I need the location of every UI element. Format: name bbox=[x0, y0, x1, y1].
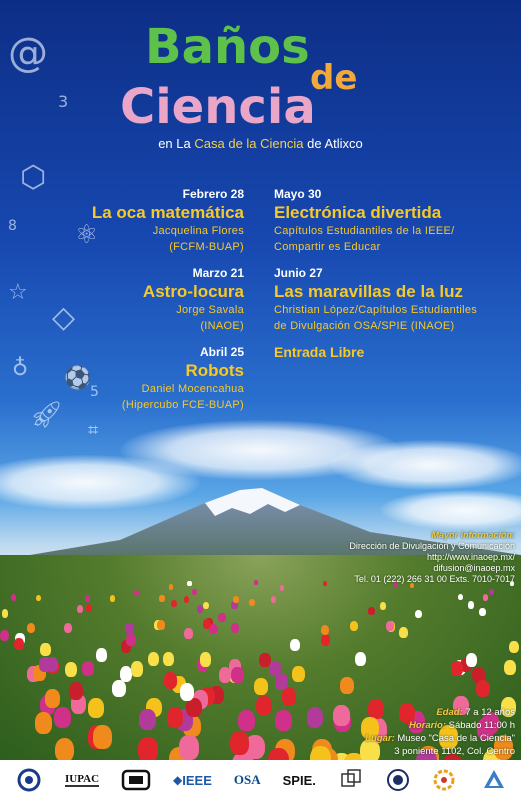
info-website-link[interactable]: http://www.inaoep.mx/ bbox=[426, 552, 515, 562]
tulip bbox=[200, 652, 211, 666]
tulip bbox=[77, 605, 84, 613]
event-date: Junio 27 bbox=[274, 266, 323, 280]
tulip bbox=[54, 707, 71, 728]
event-affiliation: Compartir es Educar bbox=[274, 241, 381, 253]
event bbox=[274, 265, 514, 334]
tulip bbox=[197, 605, 203, 613]
tulip bbox=[282, 687, 297, 706]
event-affiliation: (INAOE) bbox=[200, 320, 244, 332]
polyhedron-icon: ⬡ bbox=[20, 160, 47, 195]
tulip bbox=[269, 661, 281, 676]
event-title: La oca matemática bbox=[91, 203, 244, 222]
tulip bbox=[466, 653, 477, 667]
circuit-icon: ⌗ bbox=[88, 420, 99, 441]
tulip bbox=[321, 625, 329, 636]
tulip bbox=[355, 652, 366, 666]
age-value: 7 a 12 años bbox=[465, 707, 515, 718]
event-speaker: Jorge Savala bbox=[176, 304, 244, 316]
tulip bbox=[187, 581, 191, 586]
spie-logo-text: SPIE. bbox=[282, 772, 316, 788]
tulip bbox=[110, 595, 116, 602]
tulip bbox=[380, 602, 386, 610]
osa-logo bbox=[234, 767, 261, 793]
event-speaker: Jacquelina Flores bbox=[152, 225, 244, 237]
tulip bbox=[112, 680, 126, 698]
tulip bbox=[167, 707, 184, 728]
tulip bbox=[468, 601, 474, 609]
osa-logo-text: OSA bbox=[233, 772, 261, 787]
tulip bbox=[321, 634, 330, 646]
tulip bbox=[126, 634, 135, 646]
tulip bbox=[231, 667, 244, 683]
tulip bbox=[290, 639, 300, 651]
tulip bbox=[125, 623, 133, 633]
age-row bbox=[255, 706, 515, 719]
planet-icon: ♁ bbox=[12, 356, 29, 381]
tulip bbox=[139, 709, 156, 730]
event-title: Electrónica divertida bbox=[274, 203, 442, 222]
schedule-right-column bbox=[274, 186, 514, 360]
tulip bbox=[35, 712, 52, 734]
spie-logo bbox=[283, 767, 316, 793]
tulip bbox=[64, 623, 72, 633]
tulip bbox=[254, 678, 268, 695]
event-date: Mayo 30 bbox=[274, 187, 322, 201]
event-details bbox=[255, 706, 515, 758]
place-value: Museo "Casa de la Ciencia" bbox=[397, 733, 515, 744]
subtitle-highlight: Casa de la Ciencia bbox=[194, 136, 304, 151]
tulip bbox=[134, 590, 139, 596]
tulip bbox=[368, 607, 375, 615]
event bbox=[34, 186, 244, 255]
circuit-logo bbox=[121, 767, 151, 793]
tulip bbox=[415, 610, 422, 619]
place-label: Lugar: bbox=[365, 733, 395, 744]
event-title: Robots bbox=[185, 361, 244, 380]
tulip bbox=[231, 623, 239, 633]
hipercubo-logo bbox=[338, 767, 364, 793]
tulip bbox=[96, 648, 107, 662]
tulip bbox=[230, 731, 249, 755]
tulip bbox=[340, 677, 354, 694]
year-of-light-logo bbox=[432, 767, 460, 793]
tulip bbox=[93, 725, 112, 748]
event-title: Astro-locura bbox=[142, 282, 244, 301]
tulip bbox=[275, 673, 288, 690]
tulip bbox=[163, 652, 174, 666]
tulip bbox=[180, 683, 194, 701]
tulip bbox=[86, 604, 92, 612]
event-speaker: Capítulos Estudiantiles de la IEEE/ bbox=[274, 225, 455, 237]
tulip bbox=[233, 596, 239, 603]
tulip bbox=[88, 698, 104, 718]
tulip bbox=[131, 661, 143, 676]
title-line1: Baños bbox=[145, 19, 310, 75]
event-title: Las maravillas de la luz bbox=[274, 282, 463, 301]
event bbox=[34, 344, 244, 413]
title-line3: Ciencia bbox=[120, 79, 316, 130]
subtitle-pre: en La bbox=[158, 136, 191, 151]
tulip bbox=[399, 627, 408, 638]
age-label: Edad: bbox=[436, 707, 463, 718]
tulip bbox=[271, 596, 277, 603]
inaoe-logo bbox=[15, 767, 43, 793]
tulip bbox=[476, 680, 490, 698]
tulip bbox=[350, 621, 358, 631]
sponsor-logos-bar bbox=[0, 760, 521, 800]
event-date: Abril 25 bbox=[199, 345, 244, 359]
subtitle-post: de Atlixco bbox=[307, 136, 363, 151]
tulip bbox=[157, 620, 165, 630]
ieee-logo-text: IEEE bbox=[182, 772, 212, 788]
event-speaker: Daniel Mocencahua bbox=[141, 383, 244, 395]
science-house-logo bbox=[482, 767, 506, 793]
info-email-link[interactable]: difusion@inaoep.mx bbox=[433, 563, 515, 573]
number-3-icon: 3 bbox=[58, 92, 69, 111]
time-label: Horario: bbox=[409, 720, 446, 731]
number-8-icon: 8 bbox=[8, 218, 17, 234]
info-heading: Mayor información: bbox=[431, 530, 515, 540]
tulip bbox=[504, 660, 516, 675]
atom-icon: ⚛ bbox=[75, 220, 99, 250]
tulip bbox=[218, 613, 225, 622]
tulip bbox=[36, 595, 41, 602]
tulip bbox=[0, 630, 9, 641]
tulip bbox=[179, 735, 199, 760]
tulip bbox=[184, 596, 190, 603]
soccer-ball-icon: ⚽ bbox=[64, 366, 92, 391]
event bbox=[274, 186, 514, 255]
iupac-logo-text: IUPAC bbox=[65, 773, 100, 785]
tulip bbox=[138, 737, 158, 762]
tulip bbox=[2, 609, 9, 618]
tulip bbox=[40, 643, 50, 656]
tulip bbox=[39, 657, 51, 672]
poster-title bbox=[120, 15, 420, 130]
number-5-icon: 5 bbox=[90, 384, 99, 400]
tulip bbox=[65, 662, 77, 677]
contact-info bbox=[255, 530, 515, 585]
event-date: Marzo 21 bbox=[192, 266, 244, 280]
event-date: Febrero 28 bbox=[182, 187, 244, 201]
tulip bbox=[82, 661, 94, 676]
event-affiliation: de Divulgación OSA/SPIE (INAOE) bbox=[274, 320, 455, 332]
cube-icon: ◇ bbox=[52, 300, 76, 335]
tulip bbox=[451, 661, 463, 676]
ieee-logo: ◆ IEEE bbox=[173, 772, 212, 788]
tulip bbox=[489, 589, 494, 595]
rocket-icon: 🚀︎ bbox=[30, 400, 64, 430]
schedule-left-column bbox=[34, 186, 244, 423]
address: 3 poniente 1102, Col. Centro bbox=[394, 746, 515, 757]
tulip bbox=[280, 585, 285, 591]
tulip bbox=[509, 641, 519, 654]
info-department: Dirección de Divulgación y Comunicación bbox=[349, 541, 515, 551]
tulip bbox=[292, 666, 305, 682]
spiral-icon: @ bbox=[8, 30, 48, 76]
iupac-logo bbox=[65, 767, 99, 793]
tulip bbox=[184, 628, 193, 639]
tulip bbox=[14, 638, 24, 650]
tulip bbox=[386, 621, 394, 631]
title-line2: de bbox=[310, 58, 358, 98]
event-affiliation: (FCFM-BUAP) bbox=[169, 241, 244, 253]
info-phone: Tel. 01 (222) 266 31 00 Exts. 7010-7017 bbox=[354, 574, 515, 584]
time-value: Sábado 11:00 h bbox=[448, 720, 515, 731]
tulip bbox=[483, 594, 488, 601]
free-entry: Entrada Libre bbox=[274, 344, 365, 360]
tulip bbox=[85, 595, 90, 602]
tulip bbox=[249, 599, 255, 606]
tulip bbox=[192, 589, 197, 595]
tulip bbox=[164, 672, 177, 689]
tulip bbox=[27, 623, 35, 633]
tulip bbox=[238, 710, 255, 731]
event-speaker: Christian López/Capítulos Estudiantiles bbox=[274, 304, 478, 316]
tulip bbox=[219, 667, 232, 683]
tulip bbox=[203, 619, 211, 629]
buap-seal-logo bbox=[386, 767, 410, 793]
event bbox=[34, 265, 244, 334]
event-affiliation: (Hipercubo FCE-BUAP) bbox=[121, 399, 244, 411]
tulip bbox=[69, 682, 83, 700]
tulip bbox=[148, 652, 159, 666]
place-row bbox=[255, 732, 515, 745]
tulip bbox=[45, 689, 60, 708]
tulip bbox=[171, 600, 177, 607]
tulip bbox=[169, 584, 173, 590]
tulip bbox=[159, 595, 165, 602]
tulip bbox=[55, 738, 75, 763]
star-icon: ☆ bbox=[8, 280, 28, 305]
time-row bbox=[255, 719, 515, 732]
subtitle bbox=[0, 136, 521, 151]
